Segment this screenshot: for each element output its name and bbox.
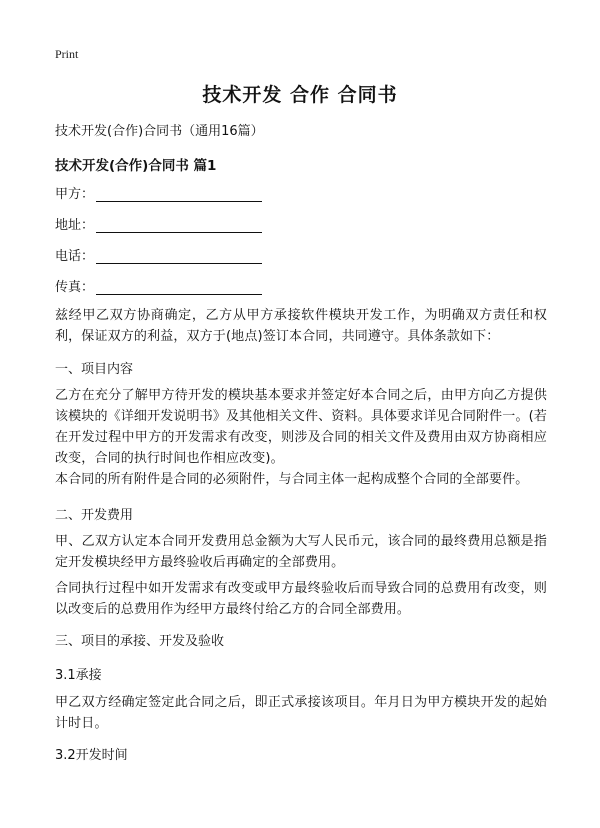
page-title: 技术开发 合作 合同书 [202,84,398,106]
blank-line [96,249,262,264]
field-fax [55,275,262,295]
field-label: 传真： [55,280,95,295]
blank-line [96,280,262,295]
fees-paragraph-2: 合同执行过程中如开发需求有改变或甲方最终验收后而导致合同的总费用有改变，则以改变后的总费用作为经甲方最终付给乙方的合同全部费用。 [55,581,547,617]
field-label: 电话： [55,249,95,264]
print-link[interactable]: Print [55,47,79,61]
field-address [55,213,262,233]
field-label: 地址： [55,218,95,233]
undertake-paragraph: 甲乙双方经确定签定此合同之后，即正式承接该项目。年月日为甲方模块开发的起始计时日。 [55,695,547,731]
document-subtitle: 技术开发(合作)合同书（通用16篇） [55,124,264,139]
subheading-dev-time: 3.2开发时间 [55,748,128,763]
section-heading-project: 一、项目内容 [55,362,134,377]
project-paragraph-2: 本合同的所有附件是合同的必须附件，与合同主体一起构成整个合同的全部要件。 [55,472,529,487]
field-phone [55,244,262,264]
blank-line [96,187,262,202]
field-label: 甲方： [55,187,95,202]
section-heading-acceptance: 三、项目的承接、开发及验收 [55,634,225,649]
blank-line [96,218,262,233]
project-paragraph-1: 乙方在充分了解甲方待开发的模块基本要求并签定好本合同之后，由甲方向乙方提供该模块的《详细开发说明书》及其他相关文件、资料。具体要求详见合同附件一。(若在开发过程中甲方的开发需求有改变，则涉及合同的相关文件及费用由双方协商相应改变，合同的执行时间也作相应改变)。 [55,388,547,466]
section-heading-fees: 二、开发费用 [55,508,134,523]
article-heading: 技术开发(合作)合同书 篇1 [55,158,217,174]
field-party-a [55,182,262,202]
fees-paragraph-1: 甲、乙双方认定本合同开发费用总金额为大写人民币元，该合同的最终费用总额是指定开发模块经甲方最终验收后再确定的全部费用。 [55,534,547,570]
subheading-undertake: 3.1承接 [55,668,102,683]
intro-paragraph: 兹经甲乙双方协商确定，乙方从甲方承接软件模块开发工作，为明确双方责任和权利，保证双方的利益，双方于(地点)签订本合同，共同遵守。具体条款如下： [55,308,547,344]
